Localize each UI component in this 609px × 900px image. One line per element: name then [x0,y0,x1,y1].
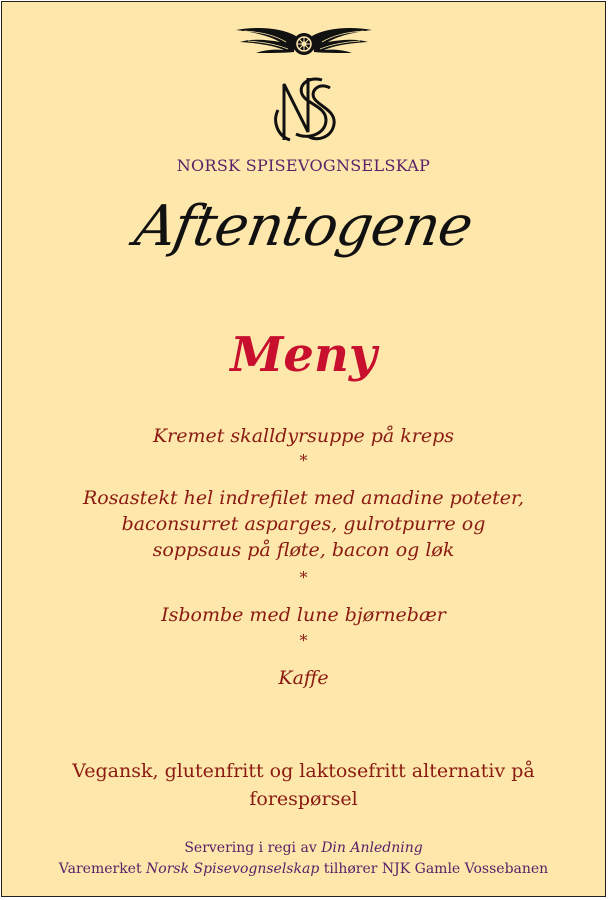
script-title: Aftentogene [130,194,477,259]
dietary-alternative-note: Vegansk, glutenfritt og laktosefritt alternativ på forespørsel [72,760,535,810]
caterer-name: Din Anledning [321,840,423,856]
company-name: NORSK SPISEVOGNSELSKAP [176,156,431,175]
course-line: Kaffe [278,667,329,689]
brand-name: Norsk Spisevognselskap [146,861,320,877]
winged-wheel-icon [2,22,605,66]
footer-serving-line [2,838,605,859]
footer-text: tilhører NJK Gamle Vossebanen [319,861,549,877]
menu-card [1,1,606,897]
course-line: Rosastekt hel indrefilet med amadine poteter, [83,487,524,509]
course-line: Kremet skalldyrsuppe på kreps [152,425,455,447]
footer-text: Servering i regi av [184,840,322,856]
course-separator: * [299,451,308,470]
course-coffee [2,665,605,691]
course-starter [2,423,605,449]
course-separator: * [299,631,308,650]
course-line: baconsurret asparges, gulrotpurre og [121,513,486,535]
menu-title: Meny [230,327,377,383]
course-line: soppsaus på fløte, bacon og løk [152,539,455,561]
footer-trademark-line [2,859,605,880]
nss-monogram-logo [2,70,605,154]
course-dessert [2,602,605,628]
course-line: Isbombe med lune bjørnebær [161,604,446,626]
footer-text: Varemerket [58,861,147,877]
course-main [2,485,605,563]
course-separator: * [299,568,308,587]
